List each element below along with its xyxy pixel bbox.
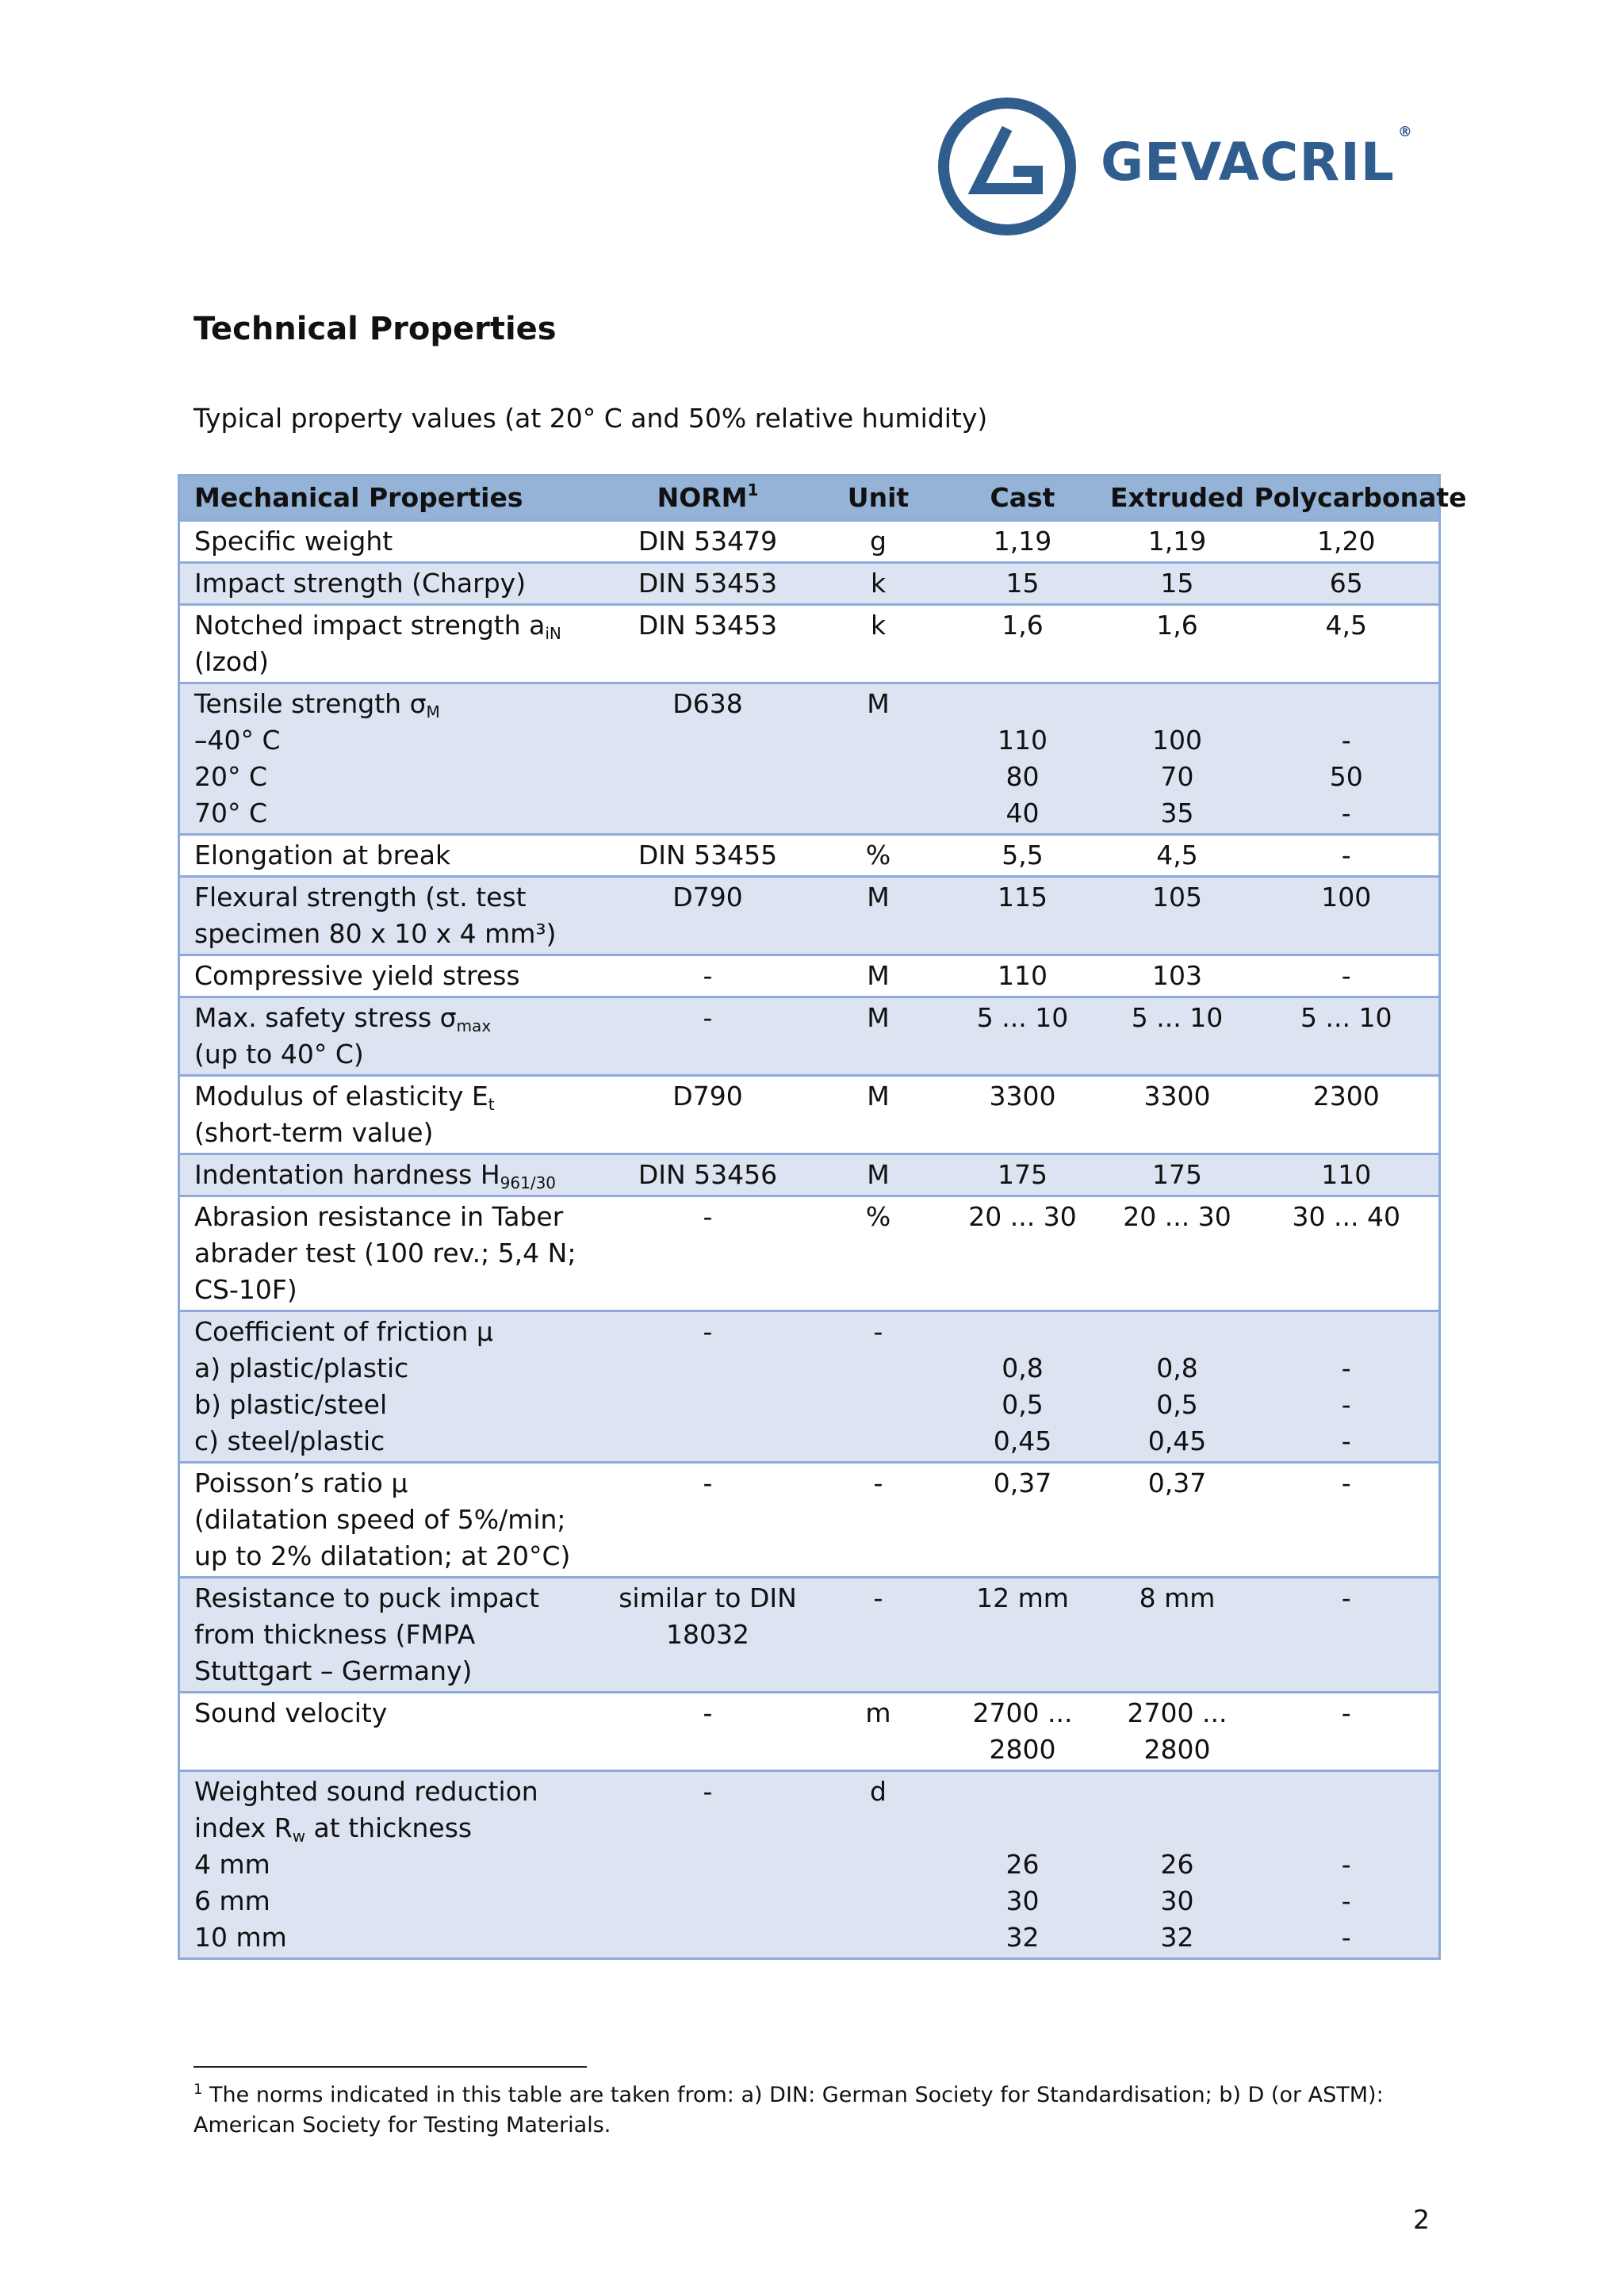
cell-unit [812,1693,945,1771]
cell-unit [812,1076,945,1154]
cell-polycarbonate [1254,1154,1440,1196]
extruded-line: 105 [1152,882,1202,913]
cell-norm [604,997,812,1076]
unit-line: M [867,960,890,991]
cell-extruded [1101,835,1254,877]
cell-polycarbonate [1254,1771,1440,1959]
cell-property [179,1693,604,1771]
table-row [179,1196,1440,1311]
norm-line: - [703,1002,713,1033]
cell-norm [604,563,812,605]
unit-line: M [867,1159,890,1190]
cell-extruded [1101,877,1254,955]
header-norm: NORM$^1$ [604,476,812,521]
extruded-line: 8 mm [1139,1582,1216,1613]
cell-unit [812,1771,945,1959]
extruded-line: 1,6 [1156,610,1198,641]
cell-property [179,877,604,955]
property-line: CS-10F) [194,1274,297,1305]
cell-norm [604,1076,812,1154]
property-line: (dilatation speed of 5%/min; [194,1504,566,1535]
extruded-line: 5 ... 10 [1131,1002,1224,1033]
cell-extruded [1101,1154,1254,1196]
cell-polycarbonate [1254,683,1440,835]
cell-property [179,1196,604,1311]
cast-line [945,1314,1101,1350]
cell-cast [945,955,1101,997]
cell-extruded [1101,563,1254,605]
property-line: 10 mm [194,1922,287,1953]
norm-line: 18032 [666,1619,749,1650]
property-line: Impact strength (Charpy) [194,568,527,599]
cast-line: 40 [1005,798,1040,828]
footnote-text: The norms indicated in this table are taken from: a) DIN: German Society for Standardisation; b) D (or ASTM): American Society for Testing Materials. [193,2083,1384,2137]
norm-line: DIN 53479 [638,526,778,557]
unit-line: k [870,568,887,599]
cast-line: 5 ... 10 [976,1002,1069,1033]
cast-line: 115 [998,882,1048,913]
norm-line: - [703,1697,713,1728]
unit-line: - [873,1468,883,1498]
cell-cast [945,1578,1101,1693]
unit-line: % [865,840,891,871]
brand-logo [936,95,1413,238]
unit-line: - [873,1582,883,1613]
table-row [179,955,1440,997]
footnote-marker: 1 [193,2081,203,2098]
property-line: a) plastic/plastic [194,1353,409,1383]
header-property: Mechanical Properties [179,476,604,521]
header-polycarbonate: Polycarbonate [1254,476,1440,521]
polycarbonate-line: - [1341,798,1351,828]
brand-name: GEVACRIL ® [1101,123,1413,193]
polycarbonate-line: - [1341,1468,1351,1498]
cast-line: 0,45 [993,1425,1052,1456]
cell-cast [945,997,1101,1076]
cell-extruded [1101,1463,1254,1578]
cell-cast [945,1154,1101,1196]
unit-line: M [867,1002,890,1033]
gevacril-g-logo-icon [936,95,1078,238]
property-line: Elongation at break [194,840,451,871]
cell-property [179,955,604,997]
cast-line: 2700 ... [972,1697,1073,1728]
unit-line: g [870,526,887,557]
cell-norm [604,1463,812,1578]
cell-cast [945,521,1101,563]
polycarbonate-line: - [1341,1885,1351,1916]
cell-property [179,1771,604,1959]
cast-line: 20 ... 30 [968,1201,1077,1232]
property-subscript: M [426,702,440,721]
cell-property [179,605,604,683]
norm-line: DIN 53455 [638,840,778,871]
property-line: abrader test (100 rev.; 5,4 N; [194,1238,576,1269]
table-header-row [179,476,1440,521]
extruded-line: 0,5 [1156,1389,1198,1420]
property-line: Stuttgart – Germany) [194,1655,473,1686]
cell-extruded [1101,521,1254,563]
table-row [179,877,1440,955]
polycarbonate-line [1254,1810,1439,1846]
property-line: index $R_w$ at thickness [194,1812,473,1846]
table-row [179,1693,1440,1771]
cast-line: 110 [998,960,1048,991]
cell-norm [604,835,812,877]
extruded-line [1101,686,1254,722]
unit-line: k [870,610,887,641]
polycarbonate-line [1254,1774,1439,1810]
cell-norm [604,1771,812,1959]
cast-line: 110 [998,725,1048,756]
extruded-line [1101,1774,1254,1810]
polycarbonate-line: - [1341,1389,1351,1420]
cell-polycarbonate [1254,955,1440,997]
cell-norm [604,1154,812,1196]
cast-line: 30 [1005,1885,1040,1916]
norm-line: D790 [672,1081,743,1112]
cast-line: 3300 [989,1081,1056,1112]
cell-norm [604,1578,812,1693]
unit-line: M [867,882,890,913]
cell-unit [812,605,945,683]
polycarbonate-line: 5 ... 10 [1300,1002,1392,1033]
norm-line: D638 [672,688,743,719]
polycarbonate-line: - [1341,1425,1351,1456]
property-line: Abrasion resistance in Taber [194,1201,564,1232]
property-line: 70° C [194,798,268,828]
registered-mark: ® [1397,123,1413,140]
unit-line: m [865,1697,891,1728]
cell-cast [945,605,1101,683]
extruded-line: 1,19 [1147,526,1207,557]
table-row [179,835,1440,877]
cast-line: 1,19 [993,526,1052,557]
property-subscript: iN [545,624,561,643]
extruded-line: 4,5 [1156,840,1198,871]
cell-cast [945,1311,1101,1463]
polycarbonate-line: - [1341,1849,1351,1880]
property-line: Modulus of elasticity $E_t$ [194,1081,495,1114]
property-line: Indentation hardness $H_{961/30}$ [194,1159,557,1192]
cast-line: 5,5 [1002,840,1044,871]
extruded-line: 26 [1160,1849,1194,1880]
cell-norm [604,521,812,563]
page-number: 2 [1413,2204,1430,2235]
extruded-line [1101,1314,1254,1350]
property-line: Notched impact strength $a_{iN}$ [194,610,561,643]
norm-line: - [703,1776,713,1807]
table-row [179,1076,1440,1154]
cell-unit [812,955,945,997]
unit-line: - [873,1316,883,1347]
cell-unit [812,835,945,877]
cell-norm [604,1311,812,1463]
polycarbonate-line [1254,686,1439,722]
property-line: Max. safety stress $\sigma_{max}$ [194,1002,492,1035]
polycarbonate-line: - [1341,1582,1351,1613]
cell-cast [945,563,1101,605]
extruded-line: 175 [1152,1159,1202,1190]
extruded-line: 35 [1160,798,1194,828]
cast-line: 15 [1005,568,1040,599]
unit-line: M [867,1081,890,1112]
polycarbonate-line: 50 [1329,761,1363,792]
polycarbonate-line: 65 [1329,568,1363,599]
header-unit: Unit [812,476,945,521]
cell-norm [604,877,812,955]
table-row [179,1154,1440,1196]
table-row [179,1463,1440,1578]
cell-cast [945,877,1101,955]
cell-unit [812,997,945,1076]
property-subscript: t [488,1095,495,1114]
cell-cast [945,1693,1101,1771]
cell-property [179,563,604,605]
cell-extruded [1101,683,1254,835]
cell-polycarbonate [1254,997,1440,1076]
cell-unit [812,1196,945,1311]
polycarbonate-line: 30 ... 40 [1292,1201,1400,1232]
cell-polycarbonate [1254,521,1440,563]
page-title: Technical Properties [193,311,557,347]
polycarbonate-line: 1,20 [1317,526,1376,557]
unit-line: % [865,1201,891,1232]
footnote-divider [193,2066,587,2068]
cell-unit [812,521,945,563]
cell-property [179,1154,604,1196]
cell-polycarbonate [1254,1693,1440,1771]
property-line: (short-term value) [194,1117,434,1148]
cell-cast [945,1771,1101,1959]
unit-line: M [867,688,890,719]
cell-polycarbonate [1254,605,1440,683]
cast-line: 12 mm [976,1582,1069,1613]
polycarbonate-line: - [1341,840,1351,871]
intro-text: Typical property values (at 20° C and 50% relative humidity) [193,403,988,434]
cast-line [945,686,1101,722]
cell-property [179,1311,604,1463]
extruded-line: 100 [1152,725,1202,756]
property-line: 6 mm [194,1885,270,1916]
norm-line: similar to DIN [619,1582,797,1613]
cell-norm [604,1196,812,1311]
cell-unit [812,1463,945,1578]
unit-line: d [870,1776,887,1807]
property-line: Compressive yield stress [194,960,520,991]
table-row [179,1578,1440,1693]
polycarbonate-line [1254,1314,1439,1350]
property-subscript: 961/30 [500,1173,557,1192]
cell-polycarbonate [1254,563,1440,605]
polycarbonate-line: 100 [1321,882,1372,913]
norm-line: - [703,1316,713,1347]
cell-extruded [1101,955,1254,997]
table-body [179,521,1440,1959]
cast-line: 2800 [989,1734,1056,1765]
norm-line: DIN 53453 [638,568,778,599]
cell-polycarbonate [1254,1463,1440,1578]
cast-line: 0,37 [993,1468,1052,1498]
cell-norm [604,683,812,835]
norm-footnote-marker: 1 [747,480,759,499]
property-subscript: w [292,1827,306,1846]
cell-extruded [1101,1578,1254,1693]
property-line: (up to 40° C) [194,1039,364,1070]
cast-line: 26 [1005,1849,1040,1880]
polycarbonate-line: 110 [1321,1159,1372,1190]
cell-polycarbonate [1254,877,1440,955]
property-line: specimen 80 x 10 x 4 mm³) [194,918,557,949]
extruded-line: 15 [1160,568,1194,599]
property-line: Weighted sound reduction [194,1776,538,1807]
cell-cast [945,1196,1101,1311]
table-row [179,1771,1440,1959]
cell-property [179,1578,604,1693]
cell-polycarbonate [1254,835,1440,877]
cell-norm [604,955,812,997]
property-line: –40° C [194,725,281,756]
property-line: up to 2% dilatation; at 20°C) [194,1540,571,1571]
table-row [179,563,1440,605]
property-line: Coefficient of friction µ [194,1316,493,1347]
footnote [193,2080,1431,2141]
extruded-line: 20 ... 30 [1123,1201,1231,1232]
property-line: Flexural strength (st. test [194,882,527,913]
polycarbonate-line: 2300 [1312,1081,1380,1112]
cell-property [179,1463,604,1578]
property-line: Sound velocity [194,1697,388,1728]
cell-polycarbonate [1254,1196,1440,1311]
property-subscript: max [456,1016,492,1035]
extruded-line: 70 [1160,761,1194,792]
norm-line: - [703,1468,713,1498]
polycarbonate-line: - [1341,960,1351,991]
table-row [179,683,1440,835]
cell-extruded [1101,1771,1254,1959]
cell-extruded [1101,605,1254,683]
cell-unit [812,1311,945,1463]
extruded-line: 0,45 [1147,1425,1207,1456]
norm-line: D790 [672,882,743,913]
cast-line: 80 [1005,761,1040,792]
cast-line: 1,6 [1002,610,1044,641]
norm-line: - [703,960,713,991]
cell-extruded [1101,1693,1254,1771]
property-line: 20° C [194,761,268,792]
cell-norm [604,605,812,683]
cell-unit [812,563,945,605]
cell-property [179,521,604,563]
cell-unit [812,877,945,955]
header-extruded: Extruded [1101,476,1254,521]
cell-unit [812,1154,945,1196]
polycarbonate-line: - [1341,1353,1351,1383]
property-line: Specific weight [194,526,393,557]
technical-properties-table [178,474,1467,1960]
cell-extruded [1101,997,1254,1076]
extruded-line [1101,1810,1254,1846]
cell-cast [945,683,1101,835]
cell-property [179,683,604,835]
extruded-line: 0,8 [1156,1353,1198,1383]
norm-line: DIN 53453 [638,610,778,641]
polycarbonate-line: - [1341,1922,1351,1953]
property-line: 4 mm [194,1849,270,1880]
cast-line: 175 [998,1159,1048,1190]
norm-line: - [703,1201,713,1232]
cell-extruded [1101,1076,1254,1154]
property-line: Poisson’s ratio µ [194,1468,408,1498]
extruded-line: 2800 [1143,1734,1211,1765]
cast-line: 0,8 [1002,1353,1044,1383]
norm-line: DIN 53456 [638,1159,778,1190]
polycarbonate-line: - [1341,1697,1351,1728]
cell-extruded [1101,1311,1254,1463]
cast-line: 32 [1005,1922,1040,1953]
cell-cast [945,835,1101,877]
polycarbonate-line: - [1341,725,1351,756]
cell-norm [604,1693,812,1771]
cell-polycarbonate [1254,1076,1440,1154]
table-row [179,997,1440,1076]
property-line: (Izod) [194,646,269,677]
table-row [179,1311,1440,1463]
table-row [179,521,1440,563]
cast-line [945,1810,1101,1846]
property-line: Tensile strength $\sigma_M$ [194,688,440,721]
cell-property [179,997,604,1076]
cell-cast [945,1076,1101,1154]
cast-line [945,1774,1101,1810]
cell-cast [945,1463,1101,1578]
property-line: b) plastic/steel [194,1389,388,1420]
table-row [179,605,1440,683]
cell-property [179,1076,604,1154]
property-line: Resistance to puck impact [194,1582,540,1613]
extruded-line: 2700 ... [1127,1697,1228,1728]
polycarbonate-line: 4,5 [1325,610,1367,641]
extruded-line: 32 [1160,1922,1194,1953]
cell-unit [812,1578,945,1693]
property-line: c) steel/plastic [194,1425,385,1456]
extruded-line: 30 [1160,1885,1194,1916]
cell-extruded [1101,1196,1254,1311]
extruded-line: 0,37 [1147,1468,1207,1498]
cell-polycarbonate [1254,1311,1440,1463]
cell-polycarbonate [1254,1578,1440,1693]
property-line: from thickness (FMPA [194,1619,476,1650]
cast-line: 0,5 [1002,1389,1044,1420]
cell-property [179,835,604,877]
header-cast: Cast [945,476,1101,521]
cell-unit [812,683,945,835]
extruded-line: 3300 [1143,1081,1211,1112]
extruded-line: 103 [1152,960,1202,991]
